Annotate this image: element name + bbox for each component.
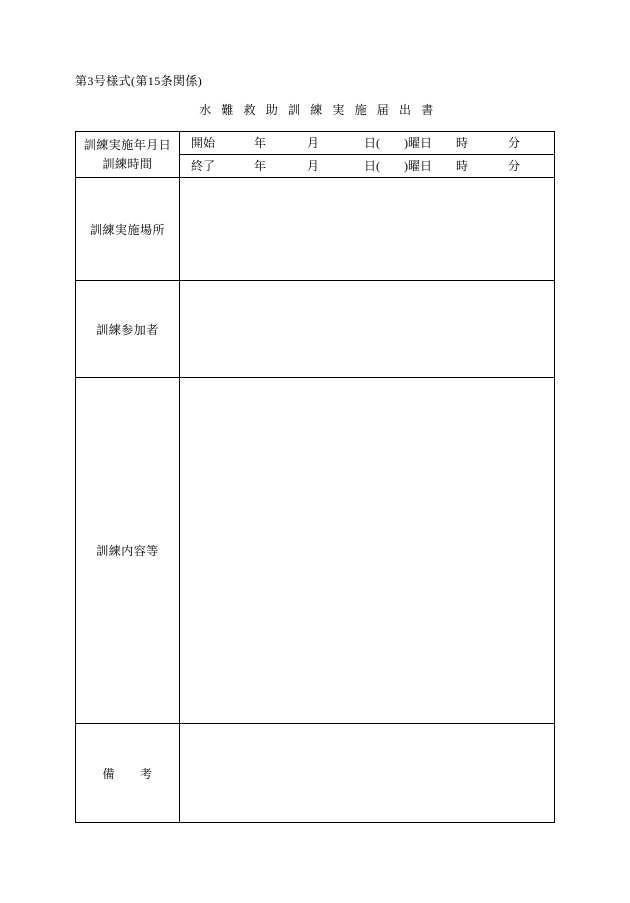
table-row [76,724,555,823]
content-label: 訓練内容等 [76,378,180,724]
table-row [76,281,555,378]
datetime-label-line2: 訓練時間 [102,156,153,171]
end-year-unit: 年 [254,159,267,173]
remarks-label: 備 考 [76,724,180,823]
content-value[interactable] [180,378,555,724]
datetime-label-cell [76,132,180,178]
end-day-unit: 日( )曜日 [364,159,432,173]
end-hour-unit: 時 [456,159,469,173]
page-title: 水 難 救 助 訓 練 実 施 届 出 書 [199,103,437,117]
end-minute-unit: 分 [508,159,521,173]
start-prefix: 開始 [191,136,216,150]
table-row [76,378,555,724]
participants-value[interactable] [180,281,555,378]
table-row [76,178,555,281]
start-month-unit: 月 [307,136,320,150]
remarks-value[interactable] [180,724,555,823]
place-label: 訓練実施場所 [76,178,180,281]
start-day-unit: 日( )曜日 [364,136,432,150]
form-table [75,131,555,823]
start-minute-unit: 分 [508,136,521,150]
start-datetime-cell[interactable] [180,132,555,155]
start-hour-unit: 時 [456,136,469,150]
end-prefix: 終了 [191,159,216,173]
start-year-unit: 年 [254,136,267,150]
place-value[interactable] [180,178,555,281]
end-month-unit: 月 [307,159,320,173]
table-row [76,132,555,155]
form-number: 第3号様式(第15条関係) [75,74,203,88]
datetime-label-line1: 訓練実施年月日 [83,137,172,152]
end-datetime-cell[interactable] [180,155,555,178]
participants-label: 訓練参加者 [76,281,180,378]
